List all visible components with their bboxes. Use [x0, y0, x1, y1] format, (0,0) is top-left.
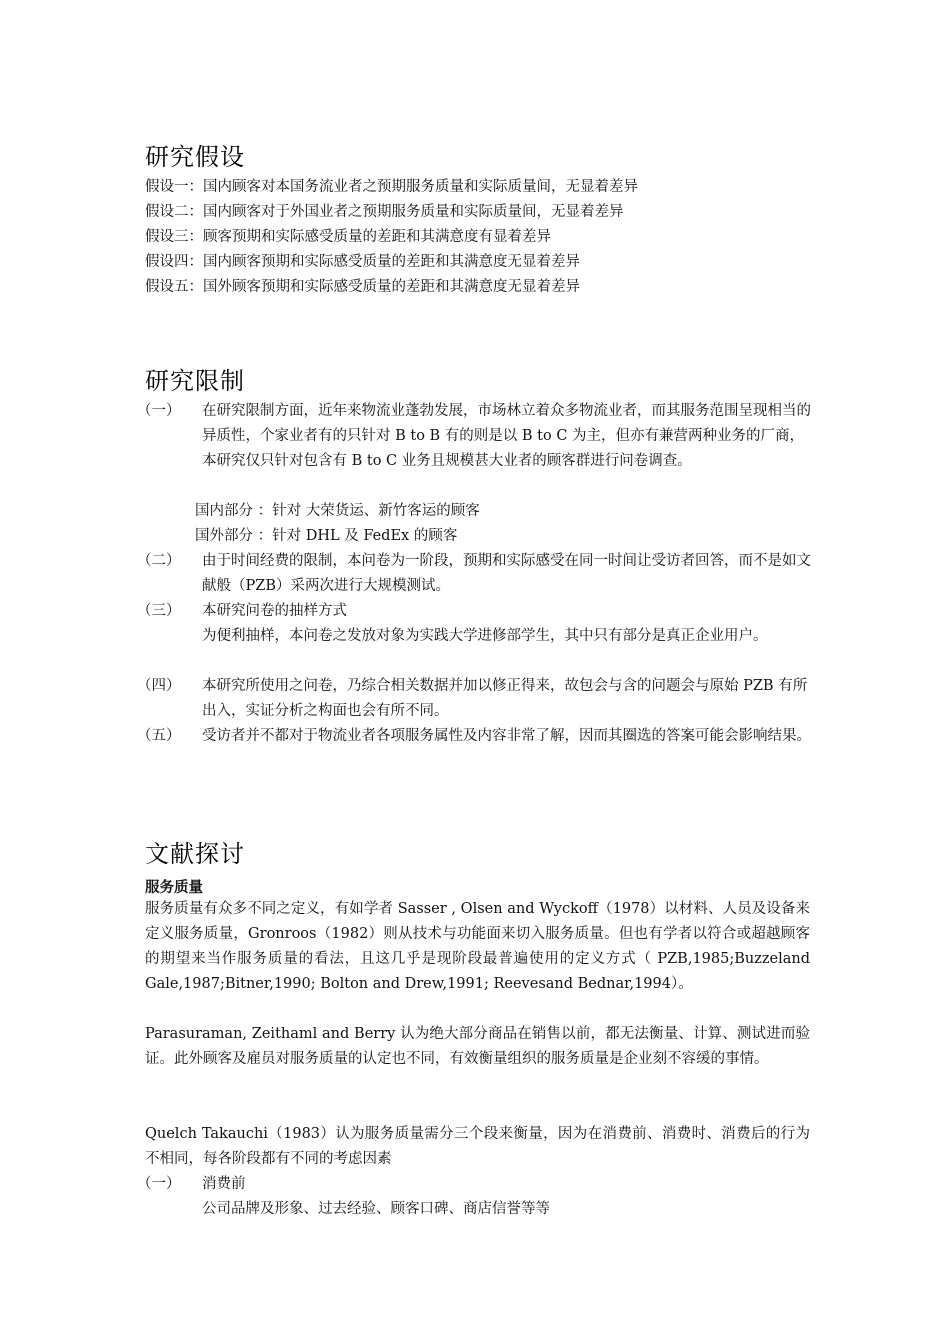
limitation-item-3	[137, 599, 810, 624]
hypothesis-5: 假设五：国外顾客预期和实际感受质量的差距和其满意度无显着差异	[145, 279, 580, 295]
stage-detail	[145, 1197, 810, 1222]
limitation-number: （一）	[137, 403, 181, 419]
section-title-hypotheses: 研究假设	[145, 143, 245, 171]
stage-detail-text: 公司品牌及形象、过去经验、顾客口碑、商店信誉等等	[202, 1201, 550, 1217]
domestic-scope: 国内部分 ：针对 大荣货运、新竹客运的顾客	[195, 503, 480, 519]
limitation-text: 由于时间经费的限制，本问卷为一阶段，预期和实际感受在同一时间让受访者回答，而不是如文献般（PZB）采两次进行大规模测试。	[202, 553, 811, 594]
paragraph-quelch: Quelch Takauchi（1983）认为服务质量需分三个段来衡量，因为在消费前、消费时、消费后的行为不相同，每各阶段都有不同的考虑因素	[145, 1126, 810, 1167]
stage-item-1	[137, 1172, 810, 1197]
limitation-item-1	[137, 399, 811, 474]
sampling-text: 为便利抽样，本问卷之发放对象为实践大学进修部学生，其中只有部分是真正企业用户。	[202, 628, 768, 644]
hypothesis-4: 假设四：国内顾客预期和实际感受质量的差距和其满意度无显着差异	[145, 254, 580, 270]
limitation-number: （四）	[137, 678, 181, 694]
hypothesis-1: 假设一：国内顾客对本国务流业者之预期服务质量和实际质量间，无显着差异	[145, 179, 638, 195]
section-title-limitations: 研究限制	[145, 367, 245, 395]
limitation-item-2	[137, 549, 811, 599]
limitation-item-5	[137, 724, 811, 749]
limitation-number: （三）	[137, 603, 181, 619]
section-title-literature: 文献探讨	[145, 840, 245, 868]
subsection-title-service-quality: 服务质量	[145, 880, 203, 896]
sampling-detail	[145, 624, 810, 649]
limitation-text: 本研究所使用之问卷，乃综合相关数据并加以修正得来，故包会与含的问题会与原始 PZB 有所出入，实证分析之构面也会有所不同。	[202, 678, 808, 719]
paragraph-definitions: 服务质量有众多不同之定义，有如学者 Sasser , Olsen and Wyckoff（1978）以材料、人员及设备来定义服务质量，Gronroos（1982）则从技术与功能面来切入服务质量。但也有学者以符合或超越顾客的期望来当作服务质量的看法，且这几乎是现阶段最普遍使用的定义方式（ PZB,1985;Buzzeland Gale,1987;Bitner,1990; Bolton and Drew,1991; Reevesand Bednar,1994）。	[145, 901, 810, 992]
stage-number: （一）	[137, 1176, 181, 1192]
stage-label: 消费前	[202, 1176, 246, 1192]
limitation-number: （五）	[137, 728, 181, 744]
foreign-scope: 国外部分 ：针对 DHL 及 FedEx 的顾客	[195, 528, 458, 544]
paragraph-pzb: Parasuraman, Zeithaml and Berry 认为绝大部分商品在销售以前，都无法衡量、计算、测试进而验证。此外顾客及雇员对服务质量的认定也不同，有效衡量组织的服务质量是企业刻不容缓的事情。	[145, 1026, 810, 1067]
limitation-text: 在研究限制方面，近年来物流业蓬勃发展，市场林立着众多物流业者，而其服务范围呈现相当的异质性，个家业者有的只针对 B to B 有的则是以 B to C 为主，但亦有兼营两种业务的厂商，本研究仅只针对包含有 B to C 业务且规模甚大业者的顾客群进行问卷调查。	[202, 403, 811, 469]
hypothesis-3: 假设三：顾客预期和实际感受质量的差距和其满意度有显着差异	[145, 229, 551, 245]
limitation-text: 受访者并不都对于物流业者各项服务属性及内容非常了解，因而其圈选的答案可能会影响结果。	[202, 728, 811, 744]
limitation-text: 本研究问卷的抽样方式	[202, 603, 347, 619]
limitation-item-4	[137, 674, 810, 724]
limitation-number: （二）	[137, 553, 181, 569]
hypothesis-2: 假设二：国内顾客对于外国业者之预期服务质量和实际质量间，无显着差异	[145, 204, 624, 220]
